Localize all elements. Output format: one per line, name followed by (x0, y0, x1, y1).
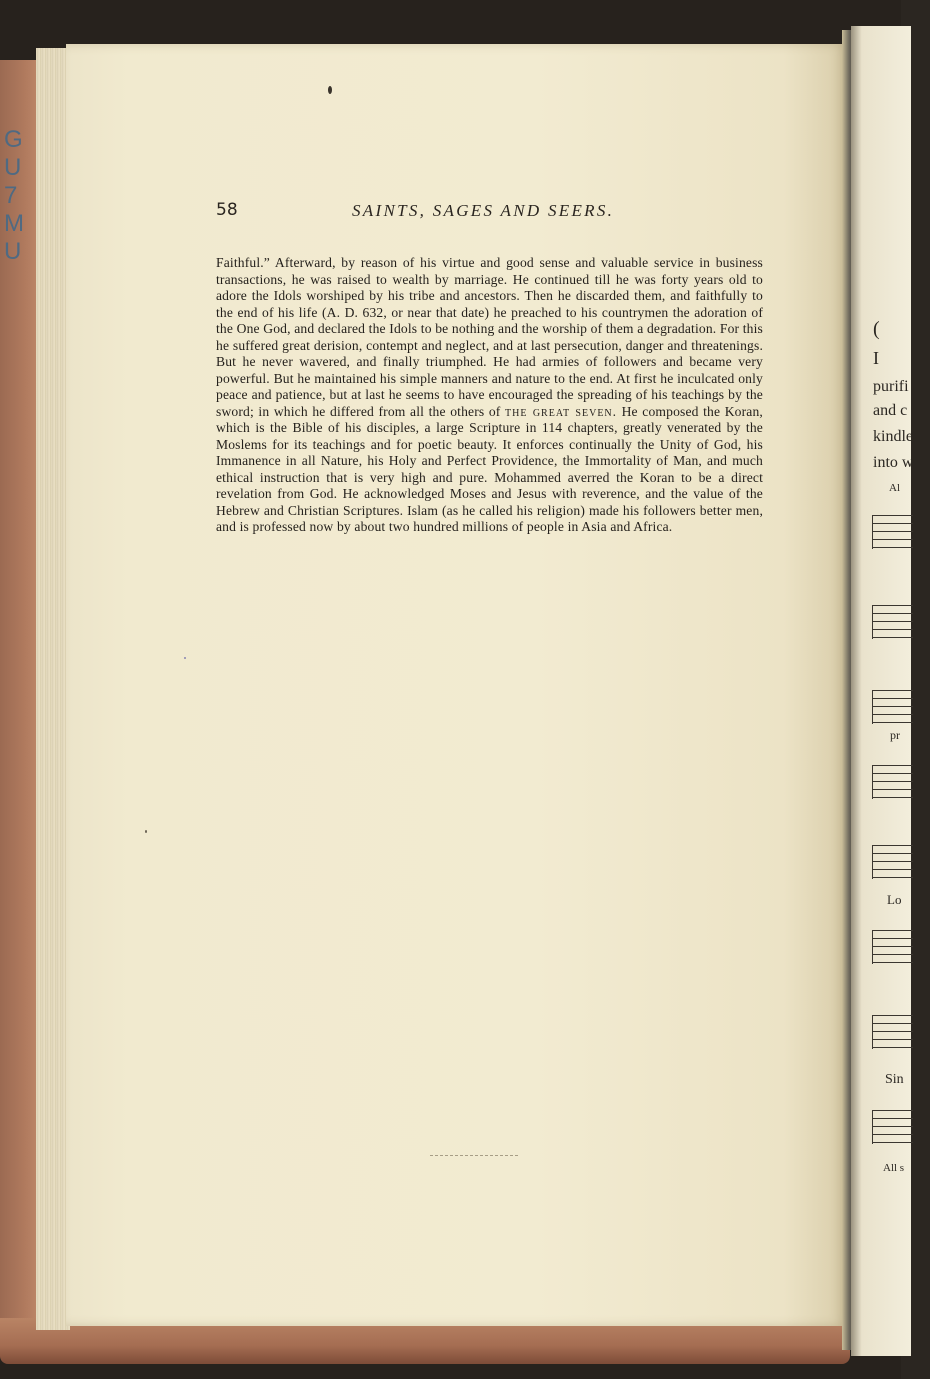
music-staff (872, 515, 913, 549)
music-staff (872, 1110, 913, 1144)
facing-fragment: Lo (887, 892, 902, 907)
body-text-part: Faithful.” Afterward, by reason of his virtue and good sense and valuable service in business transactions, he was raised to wealth by marriage. He continued till he was forty years old to adore the Idols worshiped by his tribe and ancestors. Then he discarded them, and faithfully to the end of his life (A. D. 632, or near that date) he preached to his countrymen the adoration of the One God, and declared the Idols to be nothing and the worship of them a degradation. For this he suffered great derision, contempt and neglect, and at last persecution, danger and threatenings. But he never wavered, and finally triumphed. He had armies of followers and became very powerful. But he maintained his simple manners and nature to the end. At first he inculcated only peace and patience, but at last he seems to have encouraged the spreading of his teachings by the sword; in which he differed from all the others of (216, 255, 763, 419)
body-text-part: He composed the Koran, which is the Bible of his disciples, a large Scripture in 114 chapters, greatly venerated by the Moslems for its teachings and for poetic beauty. It enforces continually the Unity of God, his Immanence in all Nature, his Holy and Perfect Providence, the Immortality of Man, and much ethical instruction that is very high and pure. Mohammed averred the Koran to be a direct revelation from God. He acknowledged Moses and Jesus with reverence, and the value of the Hebrew and Christian Scriptures. Islam (as he called his religion) made his followers better men, and is professed now by about two hundred millions of people in Asia and Africa. (216, 403, 763, 534)
ink-speck (184, 657, 186, 659)
facing-fragment: ( (873, 318, 880, 340)
page-edges (36, 48, 70, 1330)
library-label (4, 126, 38, 266)
ink-speck (328, 86, 332, 94)
facing-fragment: and c (873, 402, 908, 419)
facing-fragment: Al (889, 482, 900, 494)
faint-rule (430, 1155, 518, 1156)
label-char: U (4, 154, 21, 181)
music-staff (872, 690, 913, 724)
page-number: 58 (216, 200, 238, 220)
facing-fragment: pr (890, 728, 900, 742)
facing-fragment: purifi (873, 378, 909, 395)
ink-speck (145, 830, 147, 833)
body-paragraph (216, 255, 763, 536)
label-char: U (4, 238, 21, 265)
book-page (66, 44, 846, 1326)
music-staff (872, 845, 913, 879)
facing-fragment: kindle (873, 428, 913, 445)
music-staff (872, 930, 913, 964)
label-char: 7 (4, 182, 17, 209)
label-char: M (4, 210, 23, 237)
facing-fragment: I (873, 348, 879, 368)
music-staff (872, 605, 913, 639)
facing-fragment: into w (873, 454, 914, 471)
label-char: G (4, 126, 22, 153)
facing-fragment: Sin (885, 1072, 904, 1087)
music-staff (872, 1015, 913, 1049)
body-smallcaps: the great seven. (505, 403, 618, 419)
running-title: SAINTS, SAGES AND SEERS. (352, 201, 615, 220)
music-staff (872, 765, 913, 799)
facing-fragment: All s (883, 1162, 905, 1174)
